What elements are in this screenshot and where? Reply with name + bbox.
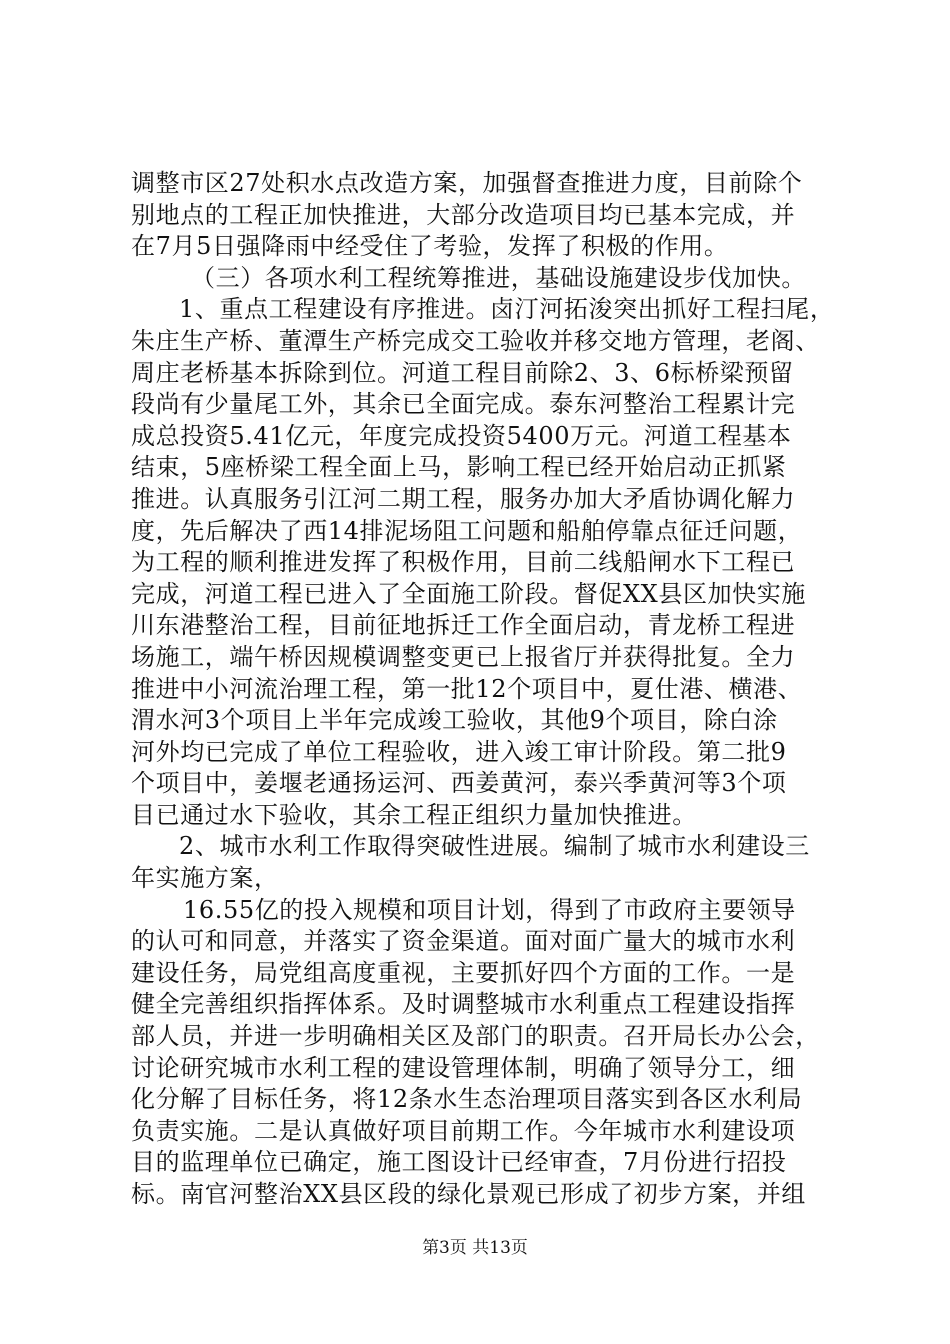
text-line: 为工程的顺利推进发挥了积极作用，目前二线船闸水下工程已 bbox=[131, 548, 796, 577]
text-line: 段尚有少量尾工外，其余已全面完成。泰东河整治工程累计完 bbox=[131, 390, 796, 419]
text-line: 推进。认真服务引江河二期工程，服务办加大矛盾协调化解力 bbox=[131, 484, 796, 513]
text-line: 部人员，并进一步明确相关区及部门的职责。召开局长办公会， bbox=[131, 1022, 820, 1051]
text-line: 别地点的工程正加快推进，大部分改造项目均已基本完成，并 bbox=[131, 200, 796, 229]
text-line: 16.55亿的投入规模和项目计划，得到了市政府主要领导 bbox=[183, 895, 796, 924]
text-line: 健全完善组织指挥体系。及时调整城市水利重点工程建设指挥 bbox=[131, 990, 796, 1019]
text-line: 朱庄生产桥、董潭生产桥完成交工验收并移交地方管理，老阁、 bbox=[131, 326, 820, 355]
text-line: 周庄老桥基本拆除到位。河道工程目前除2、3、6标桥梁预留 bbox=[131, 358, 794, 387]
text-line: 结束，5座桥梁工程全面上马，影响工程已经开始启动正抓紧 bbox=[131, 453, 787, 482]
text-line: 负责实施。二是认真做好项目前期工作。今年城市水利建设项 bbox=[131, 1116, 796, 1145]
text-line: 推进中小河流治理工程，第一批12个项目中，夏仕港、横港、 bbox=[131, 674, 803, 703]
text-line: 在7月5日强降雨中经受住了考验，发挥了积极的作用。 bbox=[131, 232, 729, 261]
text-line: 成总投资5.41亿元，年度完成投资5400万元。河道工程基本 bbox=[131, 421, 792, 450]
text-line: 目已通过水下验收，其余工程正组织力量加快推进。 bbox=[131, 800, 697, 829]
text-line: 化分解了目标任务，将12条水生态治理项目落实到各区水利局 bbox=[131, 1085, 803, 1114]
text-line: 个项目中，姜堰老通扬运河、西姜黄河，泰兴季黄河等3个项 bbox=[131, 769, 787, 798]
text-line: 2、城市水利工作取得突破性进展。编制了城市水利建设三 bbox=[179, 832, 810, 861]
text-line: 目的监理单位已确定，施工图设计已经审查，7月份进行招投 bbox=[131, 1148, 787, 1177]
text-line: 渭水河3个项目上半年完成竣工验收，其他9个项目，除白涂 bbox=[131, 706, 778, 735]
text-line: 的认可和同意，并落实了资金渠道。面对面广量大的城市水利 bbox=[131, 927, 796, 956]
text-line: 河外均已完成了单位工程验收，进入竣工审计阶段。第二批9 bbox=[131, 737, 787, 766]
text-line: 调整市区27处积水点改造方案，加强督查推进力度，目前除个 bbox=[131, 169, 803, 197]
text-line: 标。南官河整治XX县区段的绿化景观已形成了初步方案，并组 bbox=[131, 1180, 806, 1208]
text-line: （三）各项水利工程统筹推进，基础设施建设步伐加快。 bbox=[191, 263, 806, 292]
document-body bbox=[131, 168, 835, 1211]
text-line: 完成，河道工程已进入了全面施工阶段。督促XX县区加快实施 bbox=[131, 579, 806, 608]
text-line: 场施工，端午桥因规模调整变更已上报省厅并获得批复。全力 bbox=[131, 642, 796, 671]
text-line: 讨论研究城市水利工程的建设管理体制，明确了领导分工，细 bbox=[131, 1053, 796, 1082]
text-line: 年实施方案， bbox=[131, 864, 279, 893]
text-line: 1、重点工程建设有序推进。卤汀河拓浚突出抓好工程扫尾， bbox=[179, 295, 835, 324]
text-line: 川东港整治工程，目前征地拆迁工作全面启动，青龙桥工程进 bbox=[131, 611, 796, 640]
text-line: 建设任务，局党组高度重视，主要抓好四个方面的工作。一是 bbox=[131, 958, 796, 987]
text-line: 度，先后解决了西14排泥场阻工问题和船舶停靠点征迁问题， bbox=[131, 516, 803, 545]
page-footer: 第3页 共13页 bbox=[422, 1238, 528, 1258]
